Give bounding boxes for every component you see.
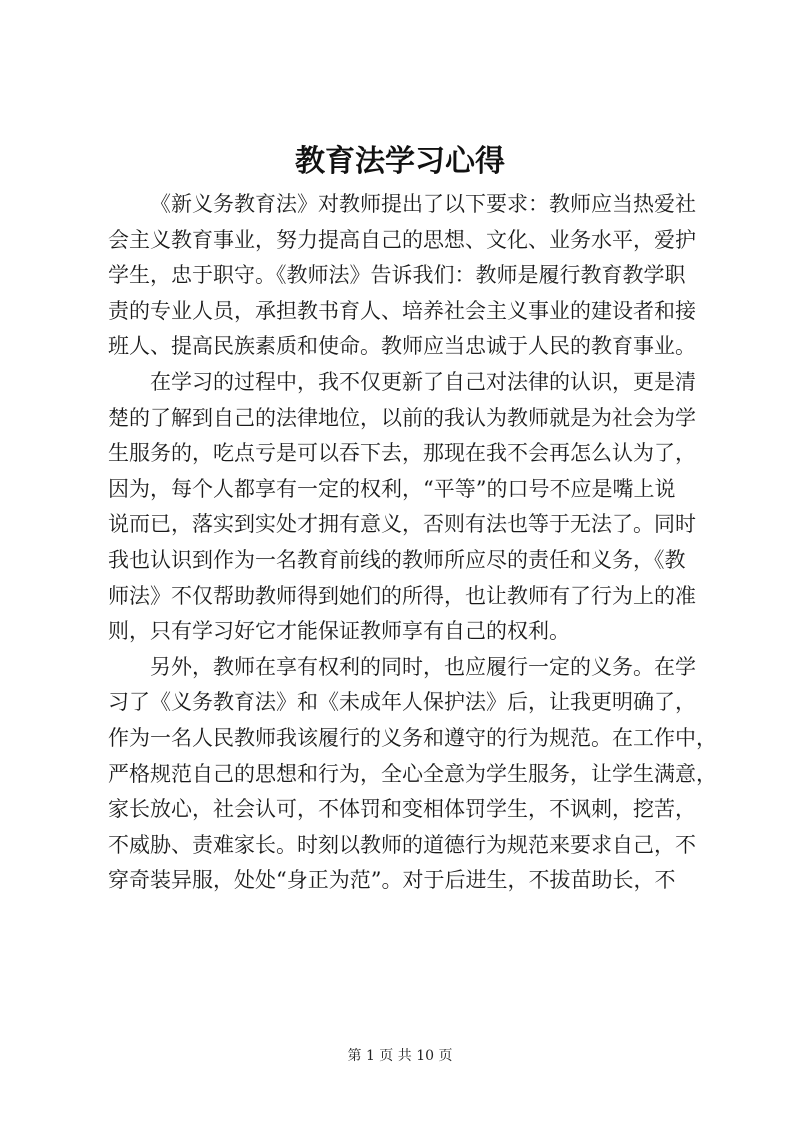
document-body: [108, 187, 717, 899]
paragraph-line: 在学习的过程中，我不仅更新了自己对法律的认识，更是清: [150, 369, 696, 394]
paragraph-line: 因为，每个人都享有一定的权利，“平等”的口号不应是嘴上说: [108, 476, 676, 501]
document-title: 教育法学习心得: [295, 144, 505, 179]
paragraph-line: 家长放心，社会认可，不体罚和变相体罚学生，不讽刺，挖苦，: [108, 797, 696, 822]
paragraph-line: 会主义教育事业，努力提高自己的思想、文化、业务水平，爱护: [108, 227, 696, 252]
paragraph-line: 则，只有学习好它才能保证教师享有自己的权利。: [108, 619, 570, 644]
page-number-footer: 第 1 页 共 10 页: [347, 1048, 453, 1064]
paragraph-line: 我也认识到作为一名教育前线的教师所应尽的责任和义务，《教: [108, 547, 686, 572]
paragraph-line: 楚的了解到自己的法律地位，以前的我认为教师就是为社会为学: [108, 405, 696, 430]
paragraph-line: 班人、提高民族素质和使命。教师应当忠诚于人民的教育事业。: [108, 334, 696, 359]
paragraph-line: 师法》不仅帮助教师得到她们的所得，也让教师有了行为上的准: [108, 583, 696, 608]
paragraph-line: 习了《义务教育法》和《未成年人保护法》后，让我更明确了，: [108, 690, 696, 715]
paragraph-line: 穿奇装异服，处处“身正为范”。对于后进生，不拔苗助长，不: [108, 868, 676, 893]
paragraph-line: 不威胁、责难家长。时刻以教师的道德行为规范来要求自己，不: [108, 832, 696, 857]
paragraph-line: 严格规范自己的思想和行为，全心全意为学生服务，让学生满意，: [108, 761, 717, 786]
paragraph-line: 作为一名人民教师我该履行的义务和遵守的行为规范。在工作中，: [108, 725, 717, 750]
paragraph-line: 责的专业人员，承担教书育人、培养社会主义事业的建设者和接: [108, 298, 696, 323]
paragraph-line: 学生，忠于职守。《教师法》告诉我们：教师是履行教育教学职: [108, 263, 686, 288]
paragraph-line: 说而已，落实到实处才拥有意义，否则有法也等于无法了。同时: [108, 512, 696, 537]
paragraph-line: 另外，教师在享有权利的同时，也应履行一定的义务。在学: [150, 654, 696, 679]
paragraph-line: 《新义务教育法》对教师提出了以下要求：教师应当热爱社: [150, 192, 696, 216]
paragraph-line: 生服务的，吃点亏是可以吞下去，那现在我不会再怎么认为了，: [108, 441, 696, 466]
